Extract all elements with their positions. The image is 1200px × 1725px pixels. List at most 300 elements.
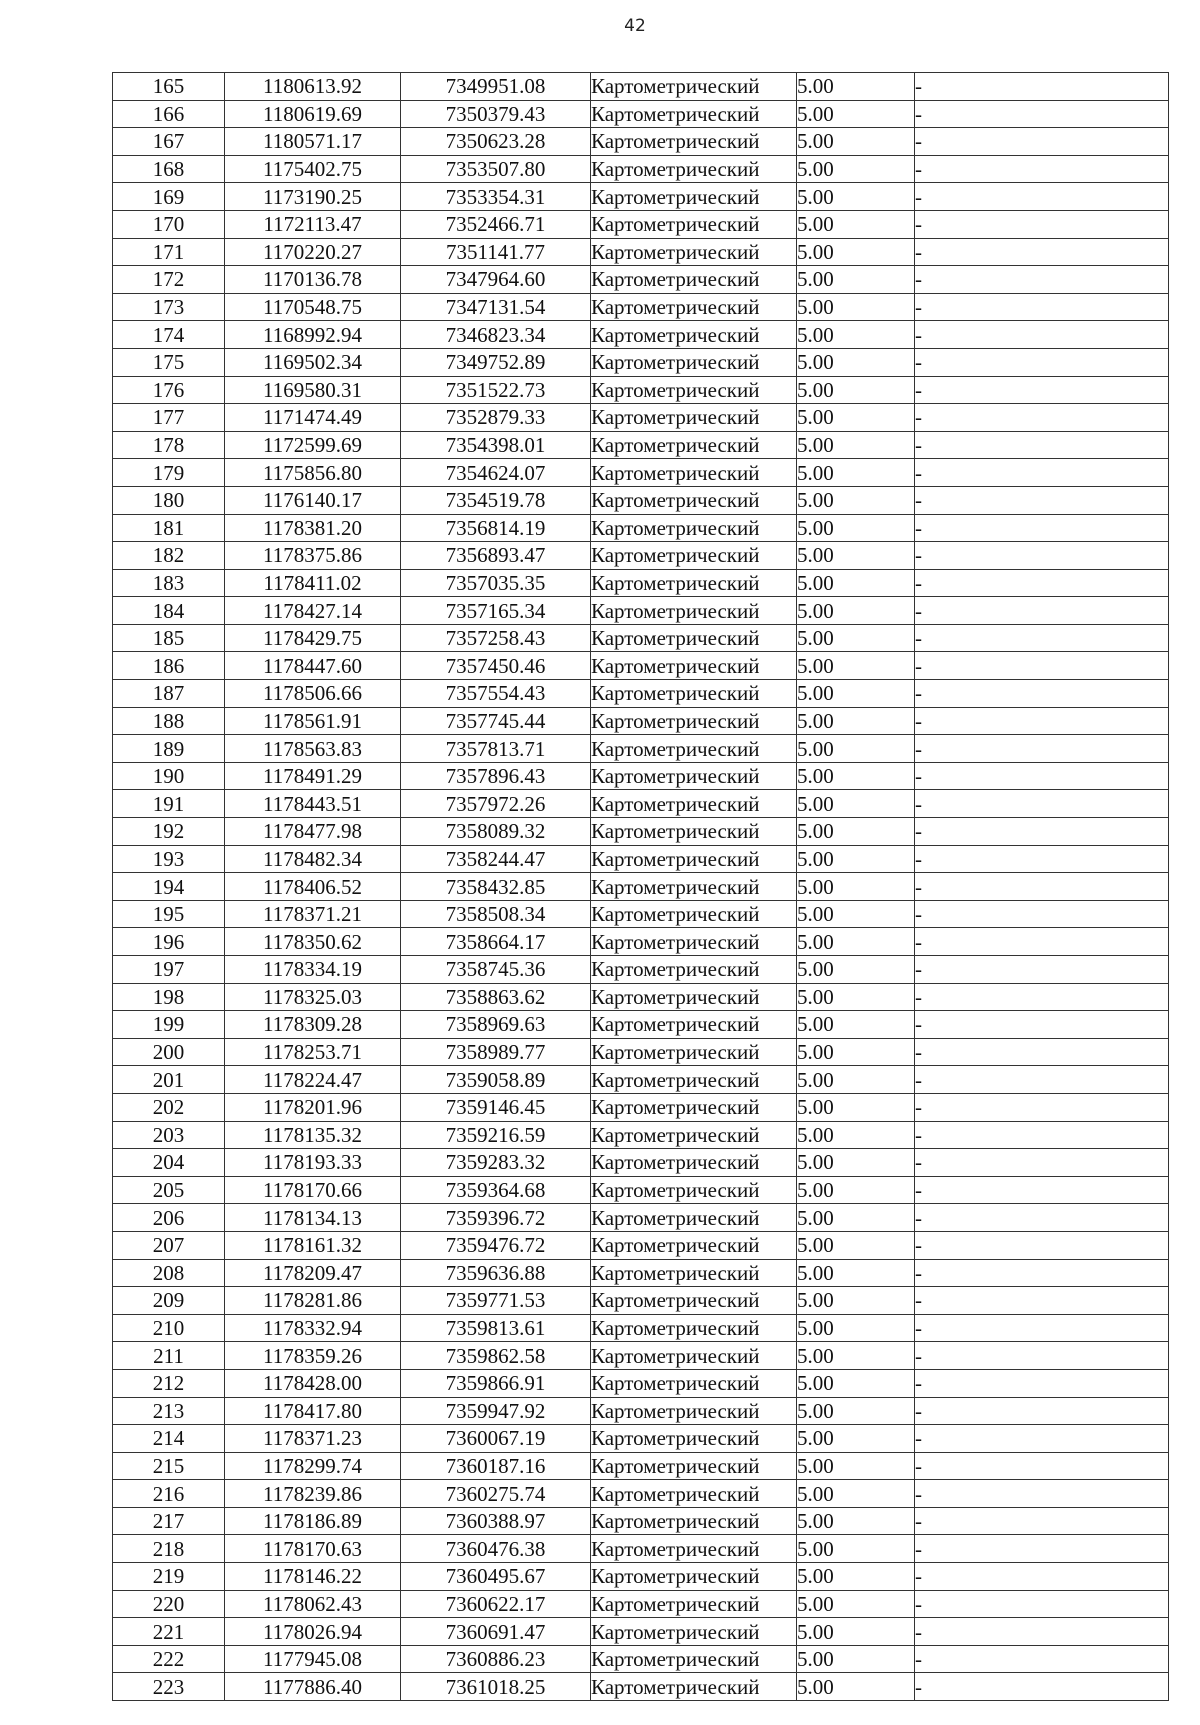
note-cell: -	[915, 1121, 1169, 1149]
note-cell: -	[915, 1425, 1169, 1453]
method-cell: Картометрический	[591, 1590, 797, 1618]
table-row	[113, 1149, 1169, 1177]
method-cell: Картометрический	[591, 818, 797, 846]
method-cell: Картометрический	[591, 210, 797, 238]
note-cell: -	[915, 1673, 1169, 1701]
y-coordinate-cell: 7360275.74	[401, 1480, 591, 1508]
point-number-cell: 173	[113, 293, 225, 321]
point-number-cell: 193	[113, 845, 225, 873]
accuracy-cell: 5.00	[797, 348, 915, 376]
table-row	[113, 873, 1169, 901]
y-coordinate-cell: 7359771.53	[401, 1287, 591, 1315]
note-cell: -	[915, 376, 1169, 404]
x-coordinate-cell: 1178253.71	[225, 1038, 401, 1066]
note-cell: -	[915, 1093, 1169, 1121]
table-row	[113, 100, 1169, 128]
note-cell: -	[915, 542, 1169, 570]
point-number-cell: 199	[113, 1011, 225, 1039]
method-cell: Картометрический	[591, 624, 797, 652]
table-row	[113, 1369, 1169, 1397]
method-cell: Картометрический	[591, 1314, 797, 1342]
accuracy-cell: 5.00	[797, 735, 915, 763]
y-coordinate-cell: 7346823.34	[401, 321, 591, 349]
x-coordinate-cell: 1178334.19	[225, 956, 401, 984]
accuracy-cell: 5.00	[797, 845, 915, 873]
table-row	[113, 376, 1169, 404]
note-cell: -	[915, 707, 1169, 735]
x-coordinate-cell: 1178447.60	[225, 652, 401, 680]
point-number-cell: 219	[113, 1563, 225, 1591]
coordinates-table-body	[113, 73, 1169, 1701]
method-cell: Картометрический	[591, 542, 797, 570]
method-cell: Картометрический	[591, 431, 797, 459]
point-number-cell: 171	[113, 238, 225, 266]
x-coordinate-cell: 1178359.26	[225, 1342, 401, 1370]
note-cell: -	[915, 1590, 1169, 1618]
table-row	[113, 652, 1169, 680]
accuracy-cell: 5.00	[797, 238, 915, 266]
point-number-cell: 216	[113, 1480, 225, 1508]
accuracy-cell: 5.00	[797, 514, 915, 542]
y-coordinate-cell: 7352466.71	[401, 210, 591, 238]
accuracy-cell: 5.00	[797, 404, 915, 432]
table-row	[113, 983, 1169, 1011]
y-coordinate-cell: 7357813.71	[401, 735, 591, 763]
x-coordinate-cell: 1178427.14	[225, 597, 401, 625]
y-coordinate-cell: 7358508.34	[401, 900, 591, 928]
point-number-cell: 212	[113, 1369, 225, 1397]
point-number-cell: 191	[113, 790, 225, 818]
x-coordinate-cell: 1175402.75	[225, 155, 401, 183]
x-coordinate-cell: 1178299.74	[225, 1452, 401, 1480]
table-row	[113, 1342, 1169, 1370]
x-coordinate-cell: 1178281.86	[225, 1287, 401, 1315]
y-coordinate-cell: 7347964.60	[401, 266, 591, 294]
y-coordinate-cell: 7356814.19	[401, 514, 591, 542]
method-cell: Картометрический	[591, 1342, 797, 1370]
point-number-cell: 206	[113, 1204, 225, 1232]
x-coordinate-cell: 1170220.27	[225, 238, 401, 266]
note-cell: -	[915, 983, 1169, 1011]
y-coordinate-cell: 7357258.43	[401, 624, 591, 652]
x-coordinate-cell: 1178332.94	[225, 1314, 401, 1342]
note-cell: -	[915, 1231, 1169, 1259]
method-cell: Картометрический	[591, 680, 797, 708]
point-number-cell: 217	[113, 1507, 225, 1535]
table-row	[113, 928, 1169, 956]
y-coordinate-cell: 7359476.72	[401, 1231, 591, 1259]
note-cell: -	[915, 100, 1169, 128]
y-coordinate-cell: 7360691.47	[401, 1618, 591, 1646]
accuracy-cell: 5.00	[797, 1287, 915, 1315]
table-row	[113, 1038, 1169, 1066]
x-coordinate-cell: 1178443.51	[225, 790, 401, 818]
table-row	[113, 266, 1169, 294]
table-row	[113, 431, 1169, 459]
accuracy-cell: 5.00	[797, 1452, 915, 1480]
accuracy-cell: 5.00	[797, 569, 915, 597]
table-row	[113, 680, 1169, 708]
method-cell: Картометрический	[591, 928, 797, 956]
table-row	[113, 1231, 1169, 1259]
method-cell: Картометрический	[591, 348, 797, 376]
x-coordinate-cell: 1178491.29	[225, 762, 401, 790]
table-row	[113, 707, 1169, 735]
note-cell: -	[915, 1259, 1169, 1287]
point-number-cell: 214	[113, 1425, 225, 1453]
accuracy-cell: 5.00	[797, 100, 915, 128]
x-coordinate-cell: 1178371.21	[225, 900, 401, 928]
accuracy-cell: 5.00	[797, 431, 915, 459]
point-number-cell: 168	[113, 155, 225, 183]
x-coordinate-cell: 1178186.89	[225, 1507, 401, 1535]
point-number-cell: 172	[113, 266, 225, 294]
table-row	[113, 1287, 1169, 1315]
point-number-cell: 180	[113, 486, 225, 514]
coordinates-table	[112, 72, 1169, 1701]
point-number-cell: 189	[113, 735, 225, 763]
note-cell: -	[915, 266, 1169, 294]
accuracy-cell: 5.00	[797, 1342, 915, 1370]
point-number-cell: 197	[113, 956, 225, 984]
note-cell: -	[915, 900, 1169, 928]
y-coordinate-cell: 7352879.33	[401, 404, 591, 432]
note-cell: -	[915, 928, 1169, 956]
x-coordinate-cell: 1172599.69	[225, 431, 401, 459]
accuracy-cell: 5.00	[797, 376, 915, 404]
x-coordinate-cell: 1178417.80	[225, 1397, 401, 1425]
point-number-cell: 213	[113, 1397, 225, 1425]
table-row	[113, 155, 1169, 183]
method-cell: Картометрический	[591, 762, 797, 790]
point-number-cell: 182	[113, 542, 225, 570]
note-cell: -	[915, 1314, 1169, 1342]
point-number-cell: 195	[113, 900, 225, 928]
y-coordinate-cell: 7357450.46	[401, 652, 591, 680]
x-coordinate-cell: 1176140.17	[225, 486, 401, 514]
note-cell: -	[915, 845, 1169, 873]
accuracy-cell: 5.00	[797, 183, 915, 211]
y-coordinate-cell: 7360187.16	[401, 1452, 591, 1480]
y-coordinate-cell: 7351522.73	[401, 376, 591, 404]
y-coordinate-cell: 7357745.44	[401, 707, 591, 735]
point-number-cell: 223	[113, 1673, 225, 1701]
table-row	[113, 293, 1169, 321]
y-coordinate-cell: 7359396.72	[401, 1204, 591, 1232]
table-row	[113, 845, 1169, 873]
method-cell: Картометрический	[591, 100, 797, 128]
method-cell: Картометрический	[591, 404, 797, 432]
note-cell: -	[915, 624, 1169, 652]
note-cell: -	[915, 1066, 1169, 1094]
note-cell: -	[915, 183, 1169, 211]
note-cell: -	[915, 155, 1169, 183]
x-coordinate-cell: 1180571.17	[225, 128, 401, 156]
y-coordinate-cell: 7359636.88	[401, 1259, 591, 1287]
method-cell: Картометрический	[591, 900, 797, 928]
note-cell: -	[915, 569, 1169, 597]
x-coordinate-cell: 1178371.23	[225, 1425, 401, 1453]
accuracy-cell: 5.00	[797, 624, 915, 652]
table-row	[113, 238, 1169, 266]
accuracy-cell: 5.00	[797, 1314, 915, 1342]
point-number-cell: 211	[113, 1342, 225, 1370]
y-coordinate-cell: 7354624.07	[401, 459, 591, 487]
note-cell: -	[915, 1011, 1169, 1039]
accuracy-cell: 5.00	[797, 1480, 915, 1508]
table-row	[113, 597, 1169, 625]
method-cell: Картометрический	[591, 238, 797, 266]
x-coordinate-cell: 1178161.32	[225, 1231, 401, 1259]
y-coordinate-cell: 7356893.47	[401, 542, 591, 570]
point-number-cell: 177	[113, 404, 225, 432]
x-coordinate-cell: 1178062.43	[225, 1590, 401, 1618]
method-cell: Картометрический	[591, 1038, 797, 1066]
y-coordinate-cell: 7359862.58	[401, 1342, 591, 1370]
accuracy-cell: 5.00	[797, 1397, 915, 1425]
accuracy-cell: 5.00	[797, 73, 915, 101]
note-cell: -	[915, 735, 1169, 763]
method-cell: Картометрический	[591, 266, 797, 294]
x-coordinate-cell: 1168992.94	[225, 321, 401, 349]
point-number-cell: 181	[113, 514, 225, 542]
accuracy-cell: 5.00	[797, 210, 915, 238]
page-number: 42	[624, 16, 646, 36]
y-coordinate-cell: 7359866.91	[401, 1369, 591, 1397]
y-coordinate-cell: 7359947.92	[401, 1397, 591, 1425]
note-cell: -	[915, 1563, 1169, 1591]
method-cell: Картометрический	[591, 956, 797, 984]
table-row	[113, 542, 1169, 570]
point-number-cell: 169	[113, 183, 225, 211]
accuracy-cell: 5.00	[797, 1425, 915, 1453]
table-row	[113, 1397, 1169, 1425]
x-coordinate-cell: 1171474.49	[225, 404, 401, 432]
x-coordinate-cell: 1178224.47	[225, 1066, 401, 1094]
point-number-cell: 174	[113, 321, 225, 349]
y-coordinate-cell: 7357972.26	[401, 790, 591, 818]
method-cell: Картометрический	[591, 1535, 797, 1563]
y-coordinate-cell: 7359283.32	[401, 1149, 591, 1177]
y-coordinate-cell: 7359146.45	[401, 1093, 591, 1121]
x-coordinate-cell: 1178429.75	[225, 624, 401, 652]
table-row	[113, 348, 1169, 376]
x-coordinate-cell: 1170136.78	[225, 266, 401, 294]
accuracy-cell: 5.00	[797, 486, 915, 514]
table-row	[113, 818, 1169, 846]
method-cell: Картометрический	[591, 1369, 797, 1397]
accuracy-cell: 5.00	[797, 1673, 915, 1701]
note-cell: -	[915, 1397, 1169, 1425]
x-coordinate-cell: 1178209.47	[225, 1259, 401, 1287]
accuracy-cell: 5.00	[797, 1369, 915, 1397]
note-cell: -	[915, 1369, 1169, 1397]
y-coordinate-cell: 7359813.61	[401, 1314, 591, 1342]
table-row	[113, 459, 1169, 487]
table-row	[113, 1618, 1169, 1646]
note-cell: -	[915, 514, 1169, 542]
y-coordinate-cell: 7351141.77	[401, 238, 591, 266]
table-row	[113, 1563, 1169, 1591]
note-cell: -	[915, 1452, 1169, 1480]
table-row	[113, 1259, 1169, 1287]
accuracy-cell: 5.00	[797, 983, 915, 1011]
accuracy-cell: 5.00	[797, 321, 915, 349]
y-coordinate-cell: 7359058.89	[401, 1066, 591, 1094]
point-number-cell: 209	[113, 1287, 225, 1315]
x-coordinate-cell: 1180613.92	[225, 73, 401, 101]
y-coordinate-cell: 7360067.19	[401, 1425, 591, 1453]
y-coordinate-cell: 7360388.97	[401, 1507, 591, 1535]
point-number-cell: 205	[113, 1176, 225, 1204]
method-cell: Картометрический	[591, 1093, 797, 1121]
method-cell: Картометрический	[591, 376, 797, 404]
accuracy-cell: 5.00	[797, 1011, 915, 1039]
y-coordinate-cell: 7361018.25	[401, 1673, 591, 1701]
x-coordinate-cell: 1178170.63	[225, 1535, 401, 1563]
note-cell: -	[915, 1204, 1169, 1232]
method-cell: Картометрический	[591, 1259, 797, 1287]
point-number-cell: 186	[113, 652, 225, 680]
accuracy-cell: 5.00	[797, 707, 915, 735]
note-cell: -	[915, 431, 1169, 459]
y-coordinate-cell: 7357896.43	[401, 762, 591, 790]
point-number-cell: 194	[113, 873, 225, 901]
method-cell: Картометрический	[591, 1452, 797, 1480]
method-cell: Картометрический	[591, 707, 797, 735]
method-cell: Картометрический	[591, 873, 797, 901]
note-cell: -	[915, 1480, 1169, 1508]
table-row	[113, 956, 1169, 984]
y-coordinate-cell: 7354398.01	[401, 431, 591, 459]
method-cell: Картометрический	[591, 735, 797, 763]
x-coordinate-cell: 1178411.02	[225, 569, 401, 597]
method-cell: Картометрический	[591, 514, 797, 542]
y-coordinate-cell: 7358089.32	[401, 818, 591, 846]
method-cell: Картометрический	[591, 983, 797, 1011]
y-coordinate-cell: 7360886.23	[401, 1645, 591, 1673]
table-row	[113, 735, 1169, 763]
point-number-cell: 207	[113, 1231, 225, 1259]
method-cell: Картометрический	[591, 1397, 797, 1425]
note-cell: -	[915, 790, 1169, 818]
y-coordinate-cell: 7353354.31	[401, 183, 591, 211]
accuracy-cell: 5.00	[797, 900, 915, 928]
method-cell: Картометрический	[591, 321, 797, 349]
table-row	[113, 1590, 1169, 1618]
note-cell: -	[915, 1287, 1169, 1315]
note-cell: -	[915, 1342, 1169, 1370]
point-number-cell: 184	[113, 597, 225, 625]
point-number-cell: 210	[113, 1314, 225, 1342]
table-row	[113, 128, 1169, 156]
y-coordinate-cell: 7349951.08	[401, 73, 591, 101]
method-cell: Картометрический	[591, 1480, 797, 1508]
method-cell: Картометрический	[591, 183, 797, 211]
method-cell: Картометрический	[591, 1231, 797, 1259]
note-cell: -	[915, 956, 1169, 984]
method-cell: Картометрический	[591, 1176, 797, 1204]
method-cell: Картометрический	[591, 1121, 797, 1149]
y-coordinate-cell: 7350379.43	[401, 100, 591, 128]
x-coordinate-cell: 1177886.40	[225, 1673, 401, 1701]
method-cell: Картометрический	[591, 1673, 797, 1701]
accuracy-cell: 5.00	[797, 1176, 915, 1204]
y-coordinate-cell: 7358989.77	[401, 1038, 591, 1066]
note-cell: -	[915, 404, 1169, 432]
accuracy-cell: 5.00	[797, 762, 915, 790]
table-row	[113, 1093, 1169, 1121]
x-coordinate-cell: 1178134.13	[225, 1204, 401, 1232]
note-cell: -	[915, 73, 1169, 101]
x-coordinate-cell: 1178239.86	[225, 1480, 401, 1508]
method-cell: Картометрический	[591, 1011, 797, 1039]
method-cell: Картометрический	[591, 1563, 797, 1591]
x-coordinate-cell: 1169502.34	[225, 348, 401, 376]
method-cell: Картометрический	[591, 155, 797, 183]
note-cell: -	[915, 210, 1169, 238]
method-cell: Картометрический	[591, 1287, 797, 1315]
point-number-cell: 200	[113, 1038, 225, 1066]
x-coordinate-cell: 1178428.00	[225, 1369, 401, 1397]
point-number-cell: 179	[113, 459, 225, 487]
note-cell: -	[915, 1645, 1169, 1673]
x-coordinate-cell: 1178506.66	[225, 680, 401, 708]
point-number-cell: 208	[113, 1259, 225, 1287]
y-coordinate-cell: 7358664.17	[401, 928, 591, 956]
table-row	[113, 1507, 1169, 1535]
accuracy-cell: 5.00	[797, 818, 915, 846]
note-cell: -	[915, 762, 1169, 790]
method-cell: Картометрический	[591, 128, 797, 156]
note-cell: -	[915, 1176, 1169, 1204]
point-number-cell: 187	[113, 680, 225, 708]
method-cell: Картометрический	[591, 597, 797, 625]
table-row	[113, 321, 1169, 349]
x-coordinate-cell: 1178325.03	[225, 983, 401, 1011]
accuracy-cell: 5.00	[797, 1590, 915, 1618]
accuracy-cell: 5.00	[797, 1038, 915, 1066]
table-row	[113, 624, 1169, 652]
point-number-cell: 204	[113, 1149, 225, 1177]
table-row	[113, 1176, 1169, 1204]
x-coordinate-cell: 1178563.83	[225, 735, 401, 763]
x-coordinate-cell: 1178381.20	[225, 514, 401, 542]
note-cell: -	[915, 652, 1169, 680]
y-coordinate-cell: 7358432.85	[401, 873, 591, 901]
point-number-cell: 218	[113, 1535, 225, 1563]
point-number-cell: 190	[113, 762, 225, 790]
table-row	[113, 1645, 1169, 1673]
point-number-cell: 165	[113, 73, 225, 101]
method-cell: Картометрический	[591, 569, 797, 597]
point-number-cell: 201	[113, 1066, 225, 1094]
accuracy-cell: 5.00	[797, 956, 915, 984]
x-coordinate-cell: 1178146.22	[225, 1563, 401, 1591]
y-coordinate-cell: 7360622.17	[401, 1590, 591, 1618]
y-coordinate-cell: 7353507.80	[401, 155, 591, 183]
point-number-cell: 198	[113, 983, 225, 1011]
method-cell: Картометрический	[591, 73, 797, 101]
method-cell: Картометрический	[591, 1149, 797, 1177]
method-cell: Картометрический	[591, 293, 797, 321]
accuracy-cell: 5.00	[797, 542, 915, 570]
accuracy-cell: 5.00	[797, 790, 915, 818]
x-coordinate-cell: 1178482.34	[225, 845, 401, 873]
method-cell: Картометрический	[591, 790, 797, 818]
accuracy-cell: 5.00	[797, 1149, 915, 1177]
y-coordinate-cell: 7360476.38	[401, 1535, 591, 1563]
